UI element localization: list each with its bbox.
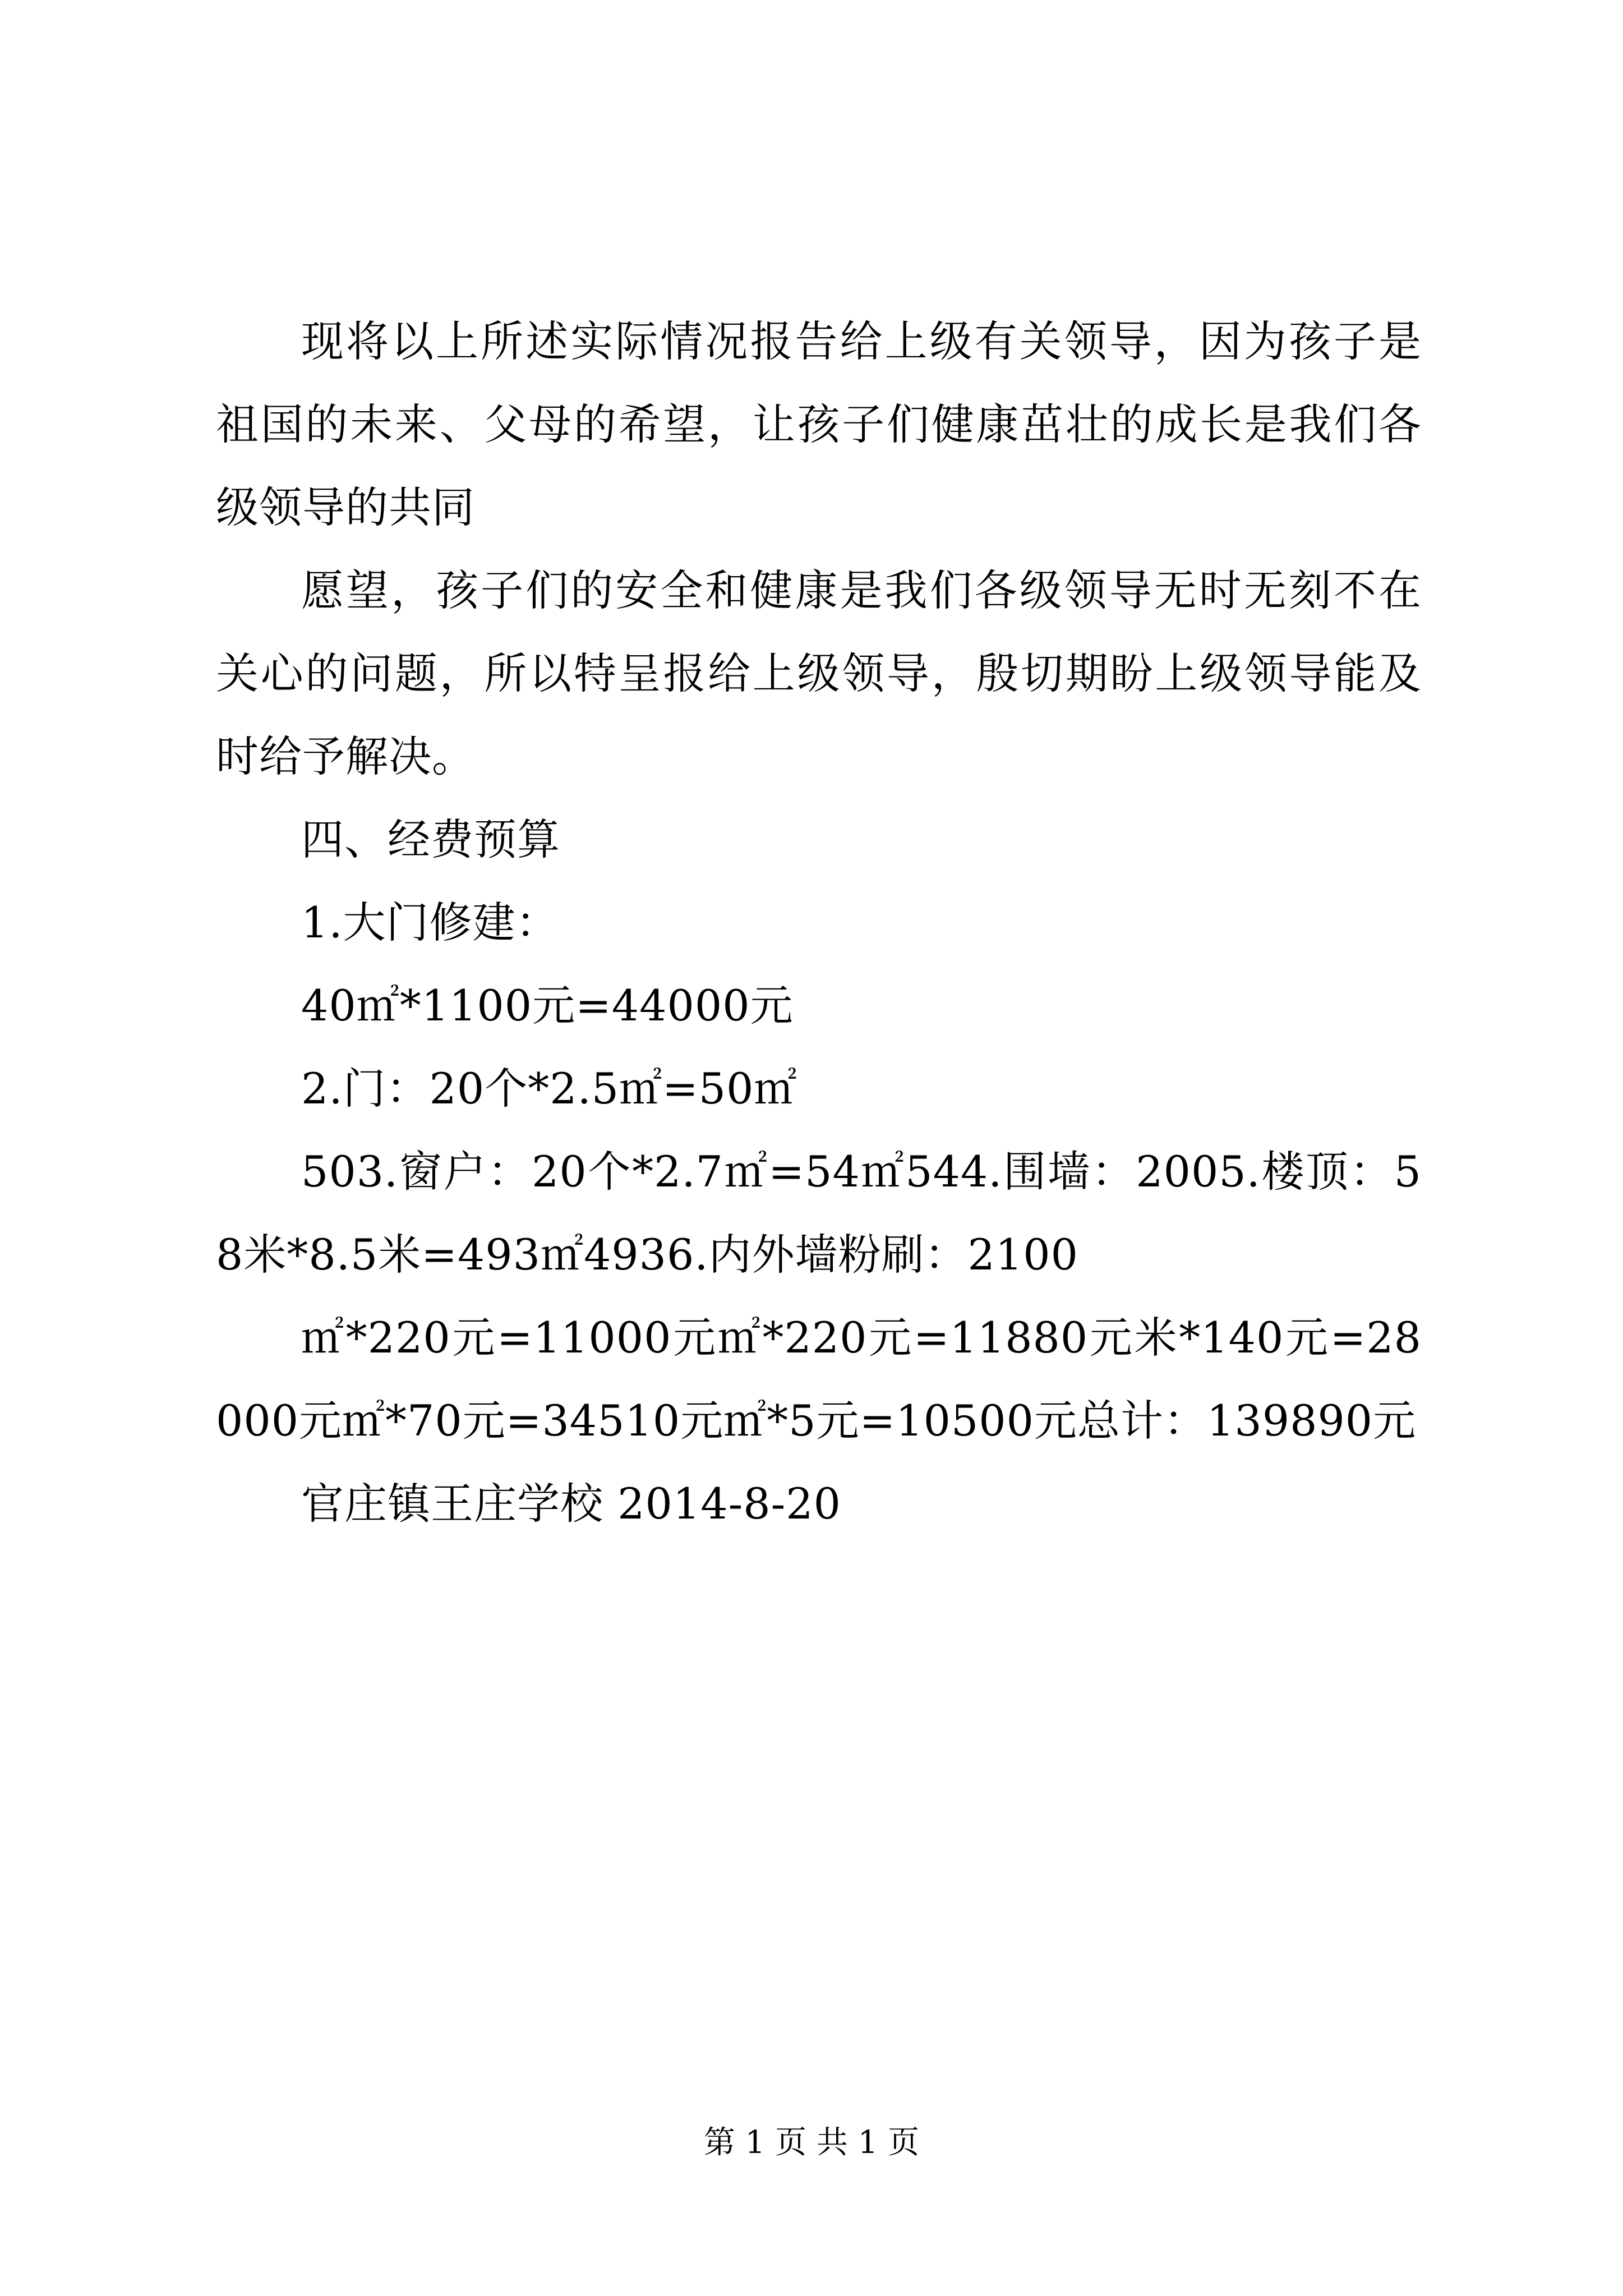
document-body <box>216 300 1422 1545</box>
paragraph-report-request: 愿望，孩子们的安全和健康是我们各级领导无时无刻不在关心的问题，所以特呈报给上级领导，殷切期盼上级领导能及时给予解决。 <box>216 565 1422 781</box>
section-heading-budget: 四、经费预算 <box>301 815 560 864</box>
budget-costs-total: ㎡*220元=11000元㎡*220元=11880元米*140元=28000元㎡*70元=34510元㎡*5元=10500元总计：139890元 <box>216 1313 1422 1446</box>
budget-item-gate-title: 1.大门修建： <box>301 898 559 947</box>
budget-item-doors: 2.门：20个*2.5㎡=50㎡ <box>301 1064 797 1114</box>
budget-item-gate-cost: 40㎡*1100元=44000元 <box>301 981 794 1030</box>
page-number-footer: 第 1 页 共 1 页 <box>703 2124 920 2161</box>
signature-school-date: 官庄镇王庄学校 2014-8-20 <box>301 1479 841 1529</box>
paragraph-report-intro: 现将以上所述实际情况报告给上级有关领导，因为孩子是祖国的未来、父母的希望，让孩子们健康茁壮的成长是我们各级领导的共同 <box>216 316 1422 532</box>
budget-items-windows-walls-roof: 503.窗户：20个*2.7㎡=54㎡544.围墙：2005.楼顶：58米*8.5米=493㎡4936.内外墙粉刷：2100 <box>216 1147 1422 1280</box>
